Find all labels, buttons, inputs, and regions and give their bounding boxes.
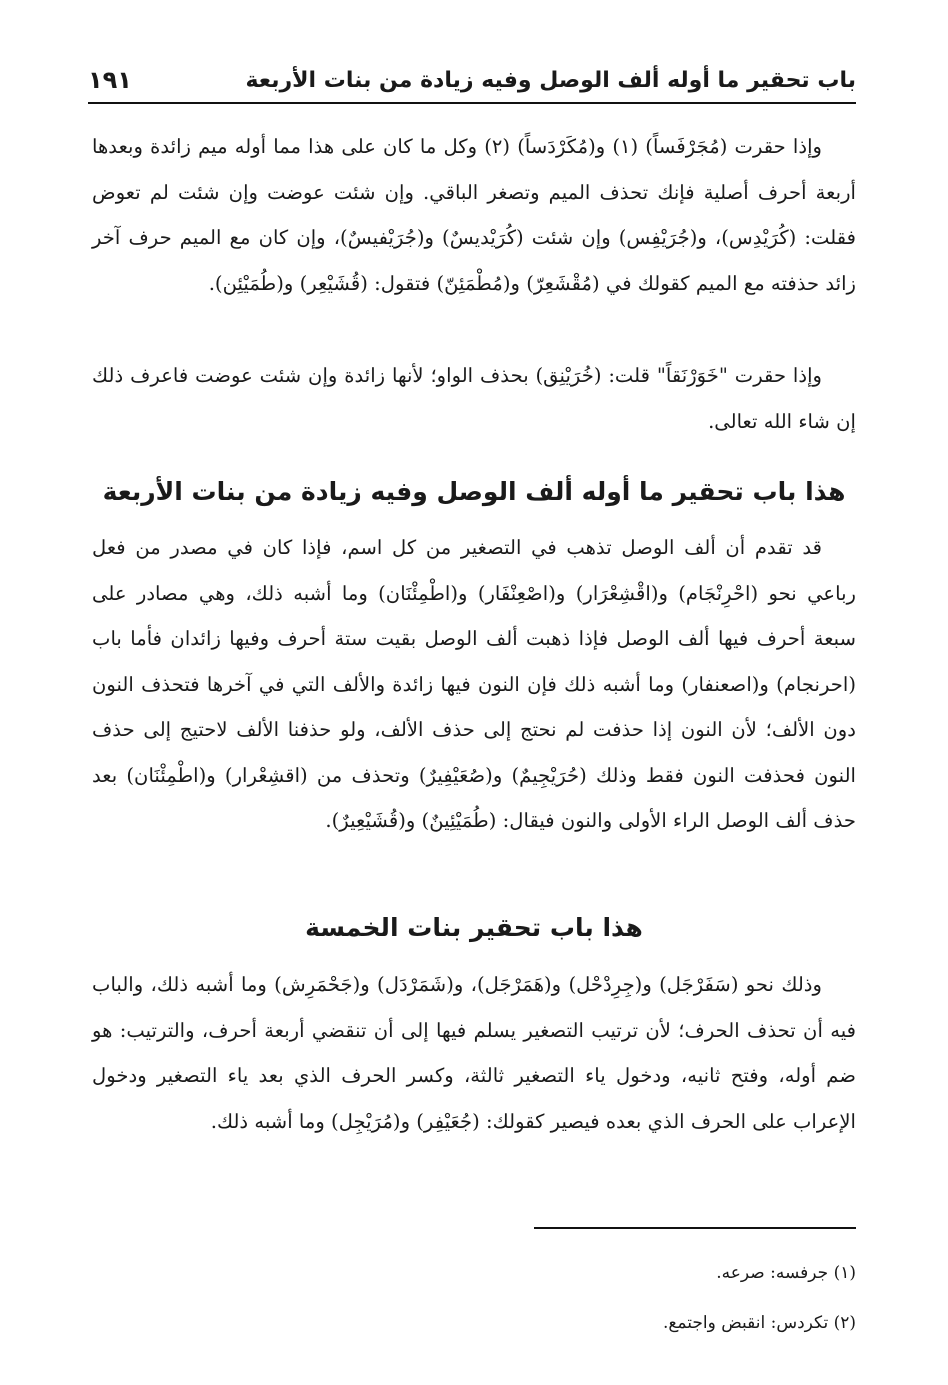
- second-paragraph: وإذا حقرت "خَوَرْنَقاً" قلت: (خُرَيْنِق) بحذف الواو؛ لأنها زائدة وإن شئت عوضت فاعرف ذلك إن شاء الله تعالى.: [92, 364, 856, 433]
- section-1-paragraph: قد تقدم أن ألف الوصل تذهب في التصغير من كل اسم، فإذا كان في مصدر من فعل رباعي نحو (احْرِنْجَام) و(اقْشِعْرَار) و(اصْعِنْفَار) و(اطْمِئْنَان) وما أشبه ذلك، وهي مصادر على سبعة أحرف فيها ألف الوصل فإذا ذهبت ألف الوصل بقيت ستة أحرف وفيها زائدان فأما باب (احرنجام) و(اصعنفار) وما أشبه ذلك فإن النون فيها زائدة والألف التي في آخرها فتحذف النون دون الألف؛ لأن النون إذا حذفت لم نحتج إلى حذف الألف، ولو حذفنا الألف لاحتيج إلى حذف النون فحذفت النون فقط وذلك (حُرَيْجِيمٌ) و(صُعَيْفِيرٌ) وتحذف من (اقشِعْرار) و(اطْمِئْنَان) بعد حذف ألف الوصل الراء الأولى والنون فيقال: (طُمَيْئِينٌ) و(قُشَيْعِيرٌ).: [92, 536, 856, 832]
- opening-paragraph-container: [92, 124, 856, 306]
- section-2-heading-container: [92, 903, 856, 953]
- page-number: ١٩١: [88, 66, 132, 94]
- footnote-divider: [534, 1227, 856, 1229]
- footnote-2: (٢) تكردس: انقبض واجتمع.: [662, 1313, 856, 1333]
- footnote-1: (١) جرفسه: صرعه.: [716, 1263, 856, 1283]
- section-2-heading: هذا باب تحقير بنات الخمسة: [305, 913, 643, 942]
- running-title: باب تحقير ما أوله ألف الوصل وفيه زيادة من بنات الأربعة: [245, 67, 856, 93]
- section-1-body-container: [92, 525, 856, 844]
- footnotes: [92, 1248, 856, 1348]
- section-1-heading-container: [92, 467, 856, 517]
- section-2-body-container: [92, 962, 856, 1144]
- section-2-paragraph: وذلك نحو (سَفَرْجَل) و(جِرِدْحْل) و(هَمَرْجَل)، و(شَمَرْدَل) و(جَحْمَرِش) وما أشبه ذلك، والباب فيه أن تحذف الحرف؛ لأن ترتيب التصغير يسلم فيها إلى أن تنقضي أربعة أحرف، والترتيب: هو ضم أوله، وفتح ثانيه، ودخول ياء التصغير ثالثة، وكسر الحرف الذي بعد ياء التصغير ودخول الإعراب على الحرف الذي بعده فيصير كقولك: (جُعَيْفِر) و(مُرَيْجِل) وما أشبه ذلك.: [92, 973, 856, 1133]
- opening-paragraph: وإذا حقرت (مُجَرْفَساً) (١) و(مُكَرْدَساً) (٢) وكل ما كان على هذا مما أوله ميم زائدة وبعدها أربعة أحرف أصلية فإنك تحذف الميم وتصغر الباقي. وإن شئت عوضت وإن شئت لم تعوض فقلت: (كُرَيْدِس)، و(جُرَيْفِس) وإن شئت (كُرَيْديسٌ) و(جُرَيْفيسٌ)، وإن كان مع الميم حرف آخر زائد حذفته مع الميم كقولك في (مُقْشَعِرّ) و(مُطْمَئِنّ) فتقول: (قُشَيْعِر) و(طُمَيْئِن).: [92, 135, 856, 295]
- running-header: [88, 58, 856, 104]
- section-1-heading: هذا باب تحقير ما أوله ألف الوصل وفيه زيادة من بنات الأربعة: [102, 477, 846, 506]
- second-paragraph-container: [92, 353, 856, 444]
